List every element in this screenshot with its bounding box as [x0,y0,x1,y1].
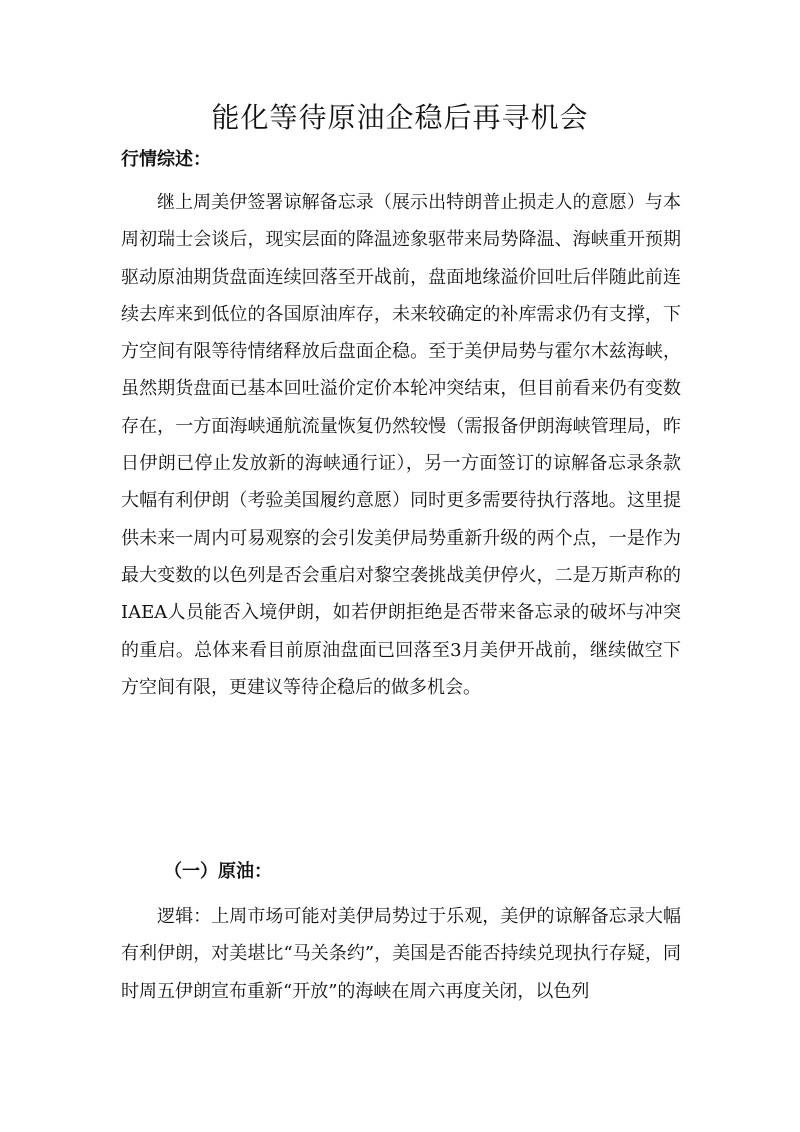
document-title: 能化等待原油企稳后再寻机会 [211,101,589,134]
crude-oil-heading: （一）原油： [164,861,272,882]
market-overview-heading: 行情综述： [121,149,211,170]
crude-oil-paragraph: 逻辑：上周市场可能对美伊局势过于乐观，美伊的谅解备忘录大幅有利伊朗，对美堪比“马关条约”，美国是否能否持续兑现执行存疑，同时周五伊朗宣布重新“开放”的海峡在周六再度关闭，以色列 [121,906,681,1002]
market-overview-paragraph: 继上周美伊签署谅解备忘录（展示出特朗普止损走人的意愿）与本周初瑞士会谈后，现实层面的降温迹象驱带来局势降温、海峡重开预期驱动原油期货盘面连续回落至开战前，盘面地缘溢价回吐后伴随此前连续去库来到低位的各国原油库存，未来较确定的补库需求仍有支撑，下方空间有限等待情绪释放后盘面企稳。至于美伊局势与霍尔木兹海峡，虽然期货盘面已基本回吐溢价定价本轮冲突结束，但目前看来仍有变数存在，一方面海峡通航流量恢复仍然较慢（需报备伊朗海峡管理局，昨日伊朗已停止发放新的海峡通行证），另一方面签订的谅解备忘录条款大幅有利伊朗（考验美国履约意愿）同时更多需要待执行落地。这里提供未来一周内可易观察的会引发美伊局势重新升级的两个点，一是作为最大变数的以色列是否会重启对黎空袭挑战美伊停火，二是万斯声称的IAEA人员能否入境伊朗，如若伊朗拒绝是否带来备忘录的破坏与冲突的重启。总体来看目前原油盘面已回落至3月美伊开战前，继续做空下方空间有限，更建议等待企稳后的做多机会。 [121,192,681,698]
